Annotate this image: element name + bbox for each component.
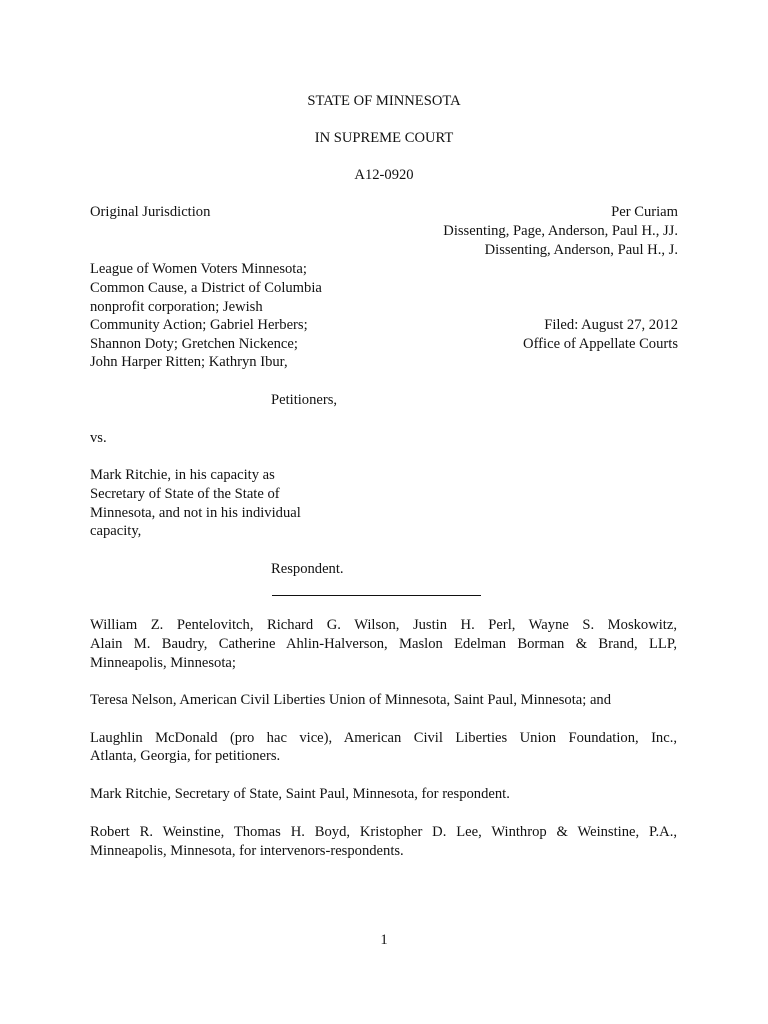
dissent-line-2: Dissenting, Anderson, Paul H., J. (484, 242, 678, 258)
petitioner-line: nonprofit corporation; Jewish (90, 299, 263, 315)
petitioner-line: John Harper Ritten; Kathryn Ibur, (90, 354, 288, 370)
counsel-paragraph: Mark Ritchie, Secretary of State, Saint Paul, Minnesota, for respondent. (90, 786, 510, 802)
respondent-role: Respondent. (271, 561, 344, 577)
petitioner-line: Common Cause, a District of Columbia (90, 280, 322, 296)
petitioners-role: Petitioners, (271, 392, 338, 408)
opinion-author: Per Curiam (611, 204, 678, 220)
state-heading: STATE OF MINNESOTA (307, 93, 461, 109)
counsel-paragraph-line: William Z. Pentelovitch, Richard G. Wilson, Justin H. Perl, Wayne S. Moskowitz, (90, 617, 677, 633)
petitioner-line: Community Action; Gabriel Herbers; (90, 317, 308, 333)
filed-office: Office of Appellate Courts (523, 336, 678, 352)
counsel-paragraph-line: Atlanta, Georgia, for petitioners. (90, 748, 281, 764)
counsel-paragraph-line: Minneapolis, Minnesota; (90, 655, 236, 671)
petitioner-line: Shannon Doty; Gretchen Nickence; (90, 336, 298, 352)
petitioner-line: League of Women Voters Minnesota; (90, 261, 307, 277)
versus-label: vs. (90, 430, 107, 446)
respondent-line: Minnesota, and not in his individual (90, 505, 301, 521)
counsel-paragraph-line: Minneapolis, Minnesota, for intervenors-respondents. (90, 843, 404, 859)
respondent-line: Secretary of State of the State of (90, 486, 280, 502)
counsel-paragraph: Teresa Nelson, American Civil Liberties Union of Minnesota, Saint Paul, Minnesota; and (90, 692, 612, 708)
respondent-line: Mark Ritchie, in his capacity as (90, 467, 275, 483)
counsel-paragraph-line: Alain M. Baudry, Catherine Ahlin-Halverson, Maslon Edelman Borman & Brand, LLP, (90, 636, 677, 652)
counsel-paragraph-line: Robert R. Weinstine, Thomas H. Boyd, Kristopher D. Lee, Winthrop & Weinstine, P.A., (90, 824, 677, 840)
jurisdiction-label: Original Jurisdiction (90, 204, 211, 220)
court-heading: IN SUPREME COURT (314, 130, 454, 146)
filed-date: Filed: August 27, 2012 (544, 317, 678, 333)
respondent-line: capacity, (90, 523, 142, 539)
docket-number: A12-0920 (354, 167, 414, 183)
page-number: 1 (380, 932, 388, 948)
counsel-paragraph-line: Laughlin McDonald (pro hac vice), American Civil Liberties Union Foundation, Inc., (90, 730, 677, 746)
dissent-line-1: Dissenting, Page, Anderson, Paul H., JJ. (443, 223, 678, 239)
separator-rule (272, 595, 481, 596)
